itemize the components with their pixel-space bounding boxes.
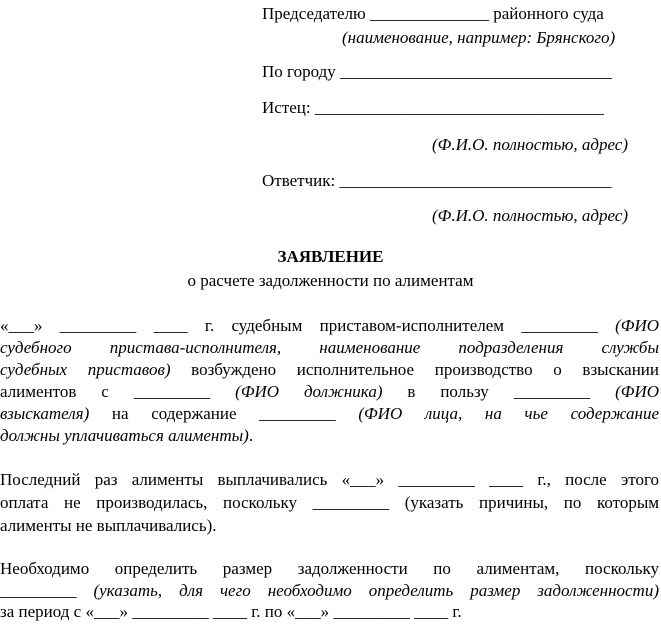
para1-line4-italic-a: (ФИО должника) [235,382,383,401]
document-subtitle-text: о расчете задолженности по алиментам [187,271,474,290]
para3-line1-text: Необходимо определить размер задолженности по алиментам, поскольку [0,559,659,578]
document-title [0,245,661,269]
para1-line4 [0,380,659,404]
para1-line6 [0,424,659,448]
defendant-text: Ответчик: ________________________________ [262,171,612,190]
defendant-hint [432,204,628,228]
para3-line3 [0,600,659,624]
para1-line2 [0,336,659,360]
para1-line5-text: на содержание _________ [89,404,359,423]
addressee-text: Председателю ______________ районного суда [262,4,604,23]
defendant-line [262,169,612,193]
para1-line5 [0,402,659,426]
para2-line2 [0,491,659,515]
addressee-line [262,2,604,26]
para2-line3 [0,514,659,538]
city-text: По городу ________________________________ [262,62,612,81]
plaintiff-line [262,96,604,120]
para1-line3-italic: судебных приставов) [0,360,171,379]
para1-line6-italic: должны уплачиваться алименты) [0,426,249,445]
para1-line6-text: . [248,426,254,445]
para1-line4-text-a: алиментов с _________ [0,382,236,401]
para3-line3-text: за период с «___» _________ ____ г. по «___» _________ ____ г. [0,602,462,621]
para2-line1-text: Последний раз алименты выплачивались «___» _________ ____ г., после этого [0,470,659,489]
court-name-hint [342,26,615,50]
para2-line3-text: алименты не выплачивались). [0,516,217,535]
para2-line1 [0,468,659,492]
para1-line2-text: судебного пристава-исполнителя, наименование подразделения службы [0,338,659,357]
para1-line5-italic-a: взыскателя) [0,404,90,423]
para1-line4-italic-b: (ФИО [615,382,659,401]
para1-line5-italic-b: (ФИО лица, на чье содержание [358,404,659,423]
para1-line1-italic: (ФИО [615,316,659,335]
defendant-hint-text: (Ф.И.О. полностью, адрес) [432,206,628,225]
para1-line3 [0,358,659,382]
para3-line1 [0,557,659,581]
plaintiff-hint-text: (Ф.И.О. полностью, адрес) [432,135,628,154]
para2-line2-text: оплата не производилась, поскольку _________ (указать причины, по которым [0,493,659,512]
court-name-hint-text: (наименование, например: Брянского) [342,28,616,47]
para1-line1-text: «___» _________ ____ г. судебным приставом-исполнителем _________ [0,316,616,335]
plaintiff-hint [432,133,628,157]
para1-line4-text-b: в пользу _________ [382,382,616,401]
city-line [262,60,612,84]
document-subtitle [0,269,661,293]
para3-line2-text: _________ [0,581,94,600]
para1-line3-text: возбуждено исполнительное производство о взыскании [170,360,659,379]
plaintiff-text: Истец: __________________________________ [262,98,604,117]
para1-line1 [0,314,659,338]
para3-line2-italic: (указать, для чего необходимо определить размер задолженности) [93,581,659,600]
document-title-text: ЗАЯВЛЕНИЕ [277,247,384,266]
